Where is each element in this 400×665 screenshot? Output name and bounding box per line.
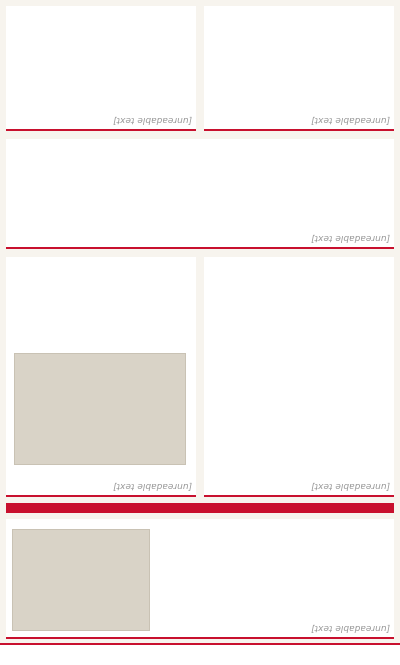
article-left-text: [unreadable text] [311,481,390,491]
middle-article [6,139,394,249]
middle-article-text: [unreadable text] [311,233,390,243]
article-left [204,257,394,497]
bottom-left-text: [unreadable text] [311,115,390,125]
page-header [0,643,400,665]
lead-photo [12,529,150,631]
bottom-left-article [204,6,394,131]
bottom-right-article [6,6,196,131]
article-photo [14,353,186,465]
lead-article-text: [unreadable text] [311,623,390,633]
bottom-right-text: [unreadable text] [113,115,192,125]
section-divider [6,503,394,513]
article-right-text: [unreadable text] [113,481,192,491]
